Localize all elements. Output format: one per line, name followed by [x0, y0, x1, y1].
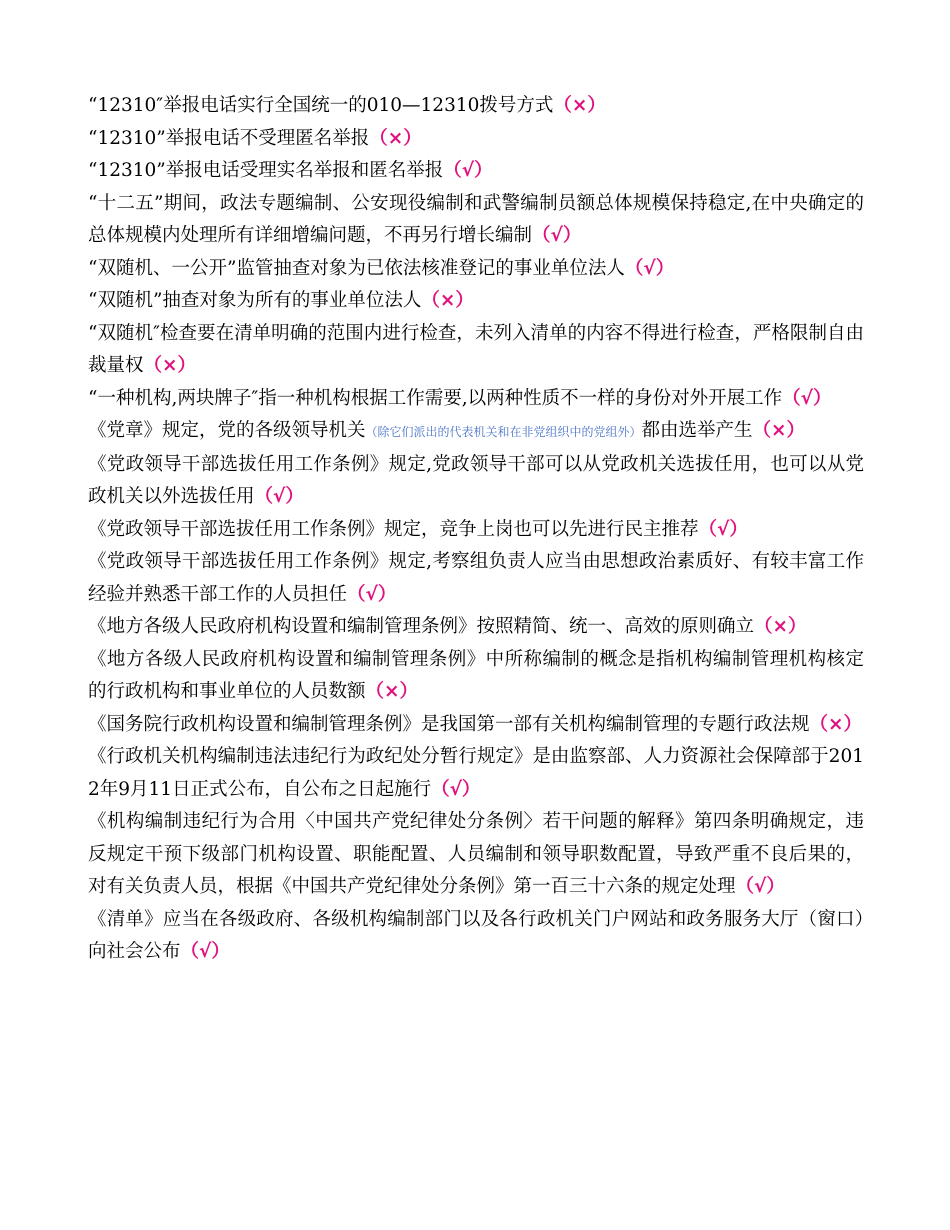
statement-item [88, 90, 864, 123]
statement-text: 《地方各级人民政府机构设置和编制管理条例》按照精简、统一、高效的原则确立 [88, 616, 755, 637]
answer-mark: （√） [431, 778, 481, 800]
statement-text: 《行政机关机构编制违法违纪行为政纪处分暂行规定》是由监察部、人力资源社会保障部于2012年9月11日正式公布，自公布之日起施行 [88, 746, 864, 800]
statement-item [88, 741, 864, 806]
annotation-note: （除它们派出的代表机关和在非党组织中的党组外） [365, 425, 642, 439]
answer-mark: （√） [180, 941, 230, 962]
statement-item [88, 285, 864, 318]
statement-item [88, 904, 864, 969]
statement-item [88, 188, 864, 253]
answer-mark: （×） [809, 713, 863, 735]
statement-text: “12310″举报电话实行全国统一的010—12310拨号方式 [88, 95, 554, 116]
document-body [88, 90, 864, 969]
statement-item [88, 514, 864, 547]
answer-mark: （√） [532, 225, 582, 246]
answer-mark: （×） [754, 616, 807, 637]
statement-text: 《机构编制违纪行为合用〈中国共产党纪律处分条例〉若干问题的解释》第四条明确规定，违反规定干预下级部门机构设置、职能配置、人员编制和领导职数配置，导致严重不良后果的，对有关负责人员，根据《中国共产党纪律处分条例》第一百三十六条的规定处理 [88, 811, 864, 897]
statement-item [88, 611, 864, 644]
answer-mark: （√） [254, 486, 304, 507]
answer-mark: （×） [365, 681, 419, 702]
statement-text: “双随机″检查要在清单明确的范围内进行检查，未列入清单的内容不得进行检查，严格限制自由裁量权 [88, 322, 864, 376]
statement-text: “十二五”期间，政法专题编制、公安现役编制和武警编制员额总体规模保持稳定,在中央确定的总体规模内处理所有详细增编问题，不再另行增长编制 [88, 192, 864, 246]
statement-text: 《党政领导干部选拔任用工作条例》规定，竞争上岗也可以先进行民主推荐 [88, 518, 699, 540]
answer-mark: （×） [369, 127, 422, 149]
statement-item [88, 253, 864, 286]
statement-item [88, 449, 864, 514]
answer-mark: （√） [443, 160, 493, 181]
answer-mark: （√） [624, 257, 675, 279]
answer-mark: （√） [698, 518, 748, 540]
statement-item [88, 383, 864, 416]
answer-mark: （×） [143, 355, 197, 376]
statement-text: 《党政领导干部选拔任用工作条例》规定,考察组负责人应当由思想政治素质好、有较丰富工作经验并熟悉干部工作的人员担任 [88, 551, 864, 605]
answer-mark: （√） [347, 583, 397, 605]
statement-item [88, 155, 864, 188]
statement-text: 《党章》规定，党的各级领导机关 [88, 420, 366, 441]
answer-mark: （×） [752, 420, 806, 441]
statement-item [88, 644, 864, 709]
statement-text: “12310”举报电话不受理匿名举报 [88, 127, 370, 149]
answer-mark: （√） [782, 387, 832, 409]
statement-text: “双随机、一公开”监管抽查对象为已依法核准登记的事业单位法人 [88, 257, 625, 279]
statement-text-continued: 都由选举产生 [641, 420, 753, 441]
statement-item [88, 546, 864, 611]
statement-text: 《党政领导干部选拔任用工作条例》规定,党政领导干部可以从党政机关选拔任用，也可以从党政机关以外选拔任用 [88, 453, 864, 507]
statement-text: “12310”举报电话受理实名举报和匿名举报 [88, 160, 444, 181]
statement-text: 《国务院行政机构设置和编制管理条例》是我国第一部有关机构编制管理的专题行政法规 [88, 713, 810, 735]
answer-mark: （×） [553, 95, 606, 116]
statement-text: “一种机构,两块牌子″指一种机构根据工作需要,以两种性质不一样的身份对外开展工作 [88, 387, 783, 409]
statement-item [88, 123, 864, 156]
statement-text: “双随机”抽查对象为所有的事业单位法人 [88, 290, 422, 311]
statement-item [88, 806, 864, 904]
answer-mark: （×） [421, 290, 474, 311]
statement-item [88, 709, 864, 742]
statement-item [88, 318, 864, 383]
answer-mark: （√） [735, 876, 785, 897]
statement-item [88, 415, 864, 449]
statement-text: 《清单》应当在各级政府、各级机构编制部门以及各行政机关门户网站和政务服务大厅（窗口）向社会公布 [88, 908, 864, 962]
statement-text: 《地方各级人民政府机构设置和编制管理条例》中所称编制的概念是指机构编制管理机构核定的行政机构和事业单位的人员数额 [88, 648, 864, 702]
